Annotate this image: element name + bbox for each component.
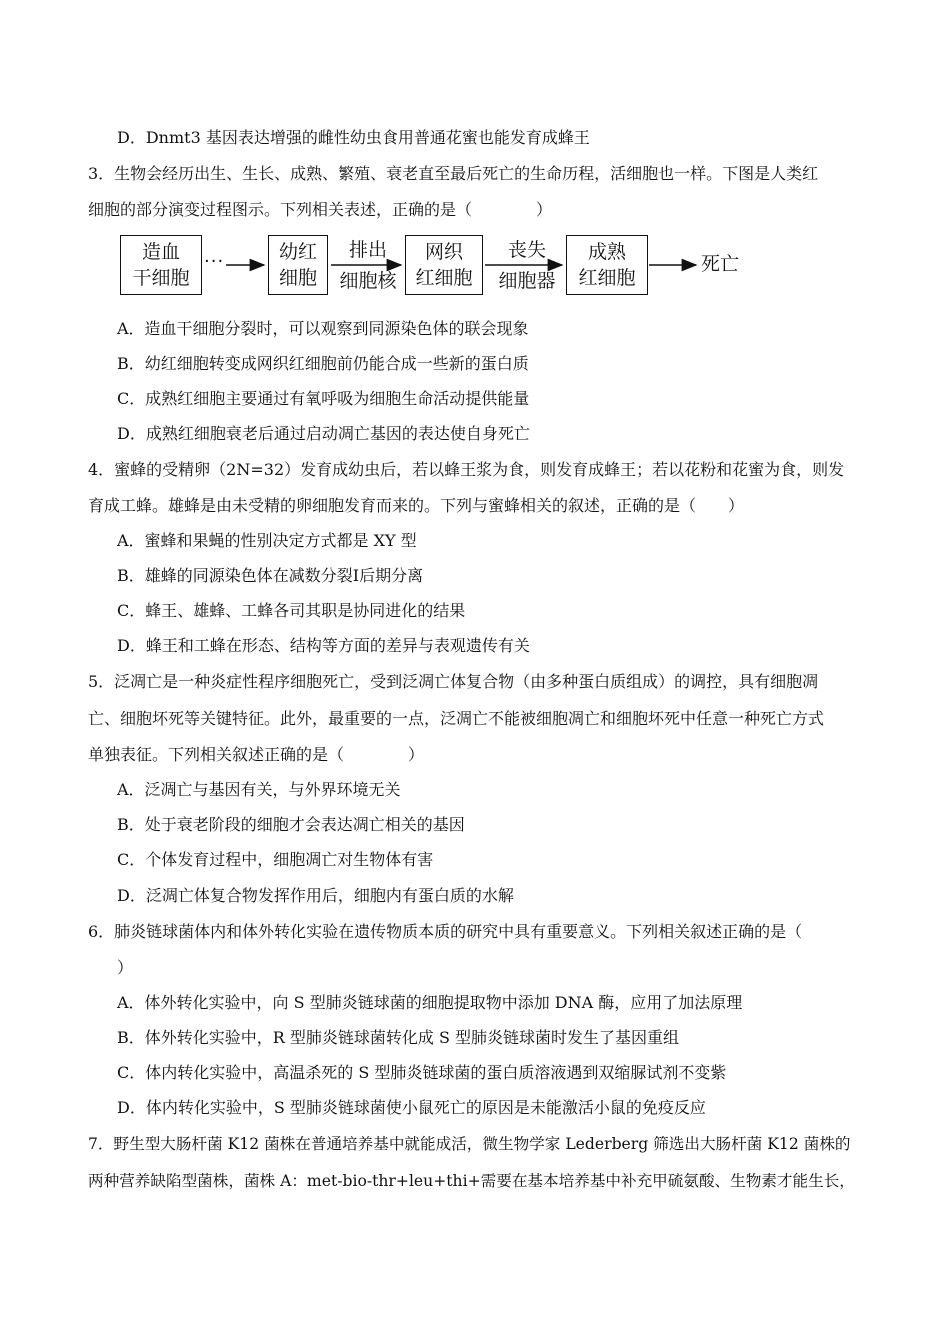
q5-stem-line-2: 亡、细胞坏死等关键特征。此外，最重要的一点，泛凋亡不能被细胞凋亡和细胞坏死中任意一种死亡方式 — [88, 709, 825, 728]
q6-option-d: D．体内转化实验中，S 型肺炎链球菌使小鼠死亡的原因是未能激活小鼠的免疫反应 — [117, 1098, 706, 1117]
q3-option-a: A．造血干细胞分裂时，可以观察到同源染色体的联会现象 — [117, 319, 529, 338]
box2-line2: 细胞 — [278, 267, 317, 289]
q5-option-c: C．个体发育过程中，细胞凋亡对生物体有害 — [117, 850, 434, 869]
erythroblast-box — [268, 235, 328, 295]
q3-option-d: D．成熟红细胞衰老后通过启动凋亡基因的表达使自身死亡 — [117, 424, 530, 443]
box3-line1: 网织 — [424, 241, 463, 263]
q4-option-a: A．蜜蜂和果蝇的性别决定方式都是 XY 型 — [117, 531, 417, 550]
q5-option-d: D．泛凋亡体复合物发挥作用后，细胞内有蛋白质的水解 — [117, 886, 514, 905]
q5-stem-line-1: 5．泛凋亡是一种炎症性程序细胞死亡，受到泛凋亡体复合物（由多种蛋白质组成）的调控，具有细胞凋 — [88, 672, 819, 691]
mature-rbc-box — [566, 235, 648, 295]
arrow2-label-top: 丧失 — [507, 239, 546, 261]
q3-option-c: C．成熟红细胞主要通过有氧呼吸为细胞生命活动提供能量 — [117, 389, 530, 408]
box2-line1: 幼红 — [278, 241, 317, 263]
q7-stem-line-2: 两种营养缺陷型菌株，菌株 A：met-bio-thr+leu+thi+需要在基本培养基中补充甲硫氨酸、生物素才能生长， — [88, 1172, 855, 1190]
box1-line1: 造血 — [141, 241, 180, 263]
box4-line1: 成熟 — [587, 241, 626, 263]
arrow2-label-bottom: 细胞器 — [498, 270, 556, 292]
box1-line2: 干细胞 — [132, 267, 190, 289]
hematopoietic-stem-cell-box — [120, 235, 202, 295]
box4-line2: 红细胞 — [578, 267, 636, 289]
q3-stem-line-1: 3．生物会经历出生、生长、成熟、繁殖、衰老直至最后死亡的生命历程，活细胞也一样。下图是人类红 — [88, 164, 819, 183]
q5-stem-line-3: 单独表征。下列相关叙述正确的是（ ） — [88, 745, 425, 764]
arrow1-label-top: 排出 — [348, 239, 387, 261]
q4-stem-line-2: 育成工蜂。雄蜂是由未受精的卵细胞发育而来的。下列与蜜蜂相关的叙述，正确的是（ ） — [88, 496, 745, 515]
q7-stem-line-1: 7．野生型大肠杆菌 K12 菌株在普通培养基中就能成活，微生物学家 Lederberg 筛选出大肠杆菌 K12 菌株的 — [88, 1135, 851, 1153]
box3-line2: 红细胞 — [415, 267, 473, 289]
q6-option-c: C．体内转化实验中，高温杀死的 S 型肺炎链球菌的蛋白质溶液遇到双缩脲试剂不变紫 — [117, 1063, 727, 1082]
q4-option-b: B．雄蜂的同源染色体在减数分裂Ⅰ后期分离 — [117, 566, 424, 585]
q3-stem-line-2: 细胞的部分演变过程图示。下列相关表述，正确的是（ ） — [88, 200, 553, 219]
q6-stem-line-1: 6．肺炎链球菌体内和体外转化实验在遗传物质本质的研究中具有重要意义。下列相关叙述正确的是（ — [88, 922, 803, 941]
q4-stem-line-1: 4．蜜蜂的受精卵（2N=32）发育成幼虫后，若以蜂王浆为食，则发育成蜂王；若以花粉和花蜜为食，则发 — [88, 460, 845, 479]
q5-option-a: A．泛凋亡与基因有关，与外界环境无关 — [117, 780, 401, 799]
q5-option-b: B．处于衰老阶段的细胞才会表达凋亡相关的基因 — [117, 815, 465, 834]
reticulocyte-box — [405, 235, 483, 295]
q6-option-b: B．体外转化实验中，R 型肺炎链球菌转化成 S 型肺炎链球菌时发生了基因重组 — [117, 1028, 680, 1047]
arrow1-label-bottom: 细胞核 — [339, 270, 397, 292]
q6-option-a: A．体外转化实验中，向 S 型肺炎链球菌的细胞提取物中添加 DNA 酶，应用了加法原理 — [117, 993, 743, 1012]
q4-option-d: D．蜂王和工蜂在形态、结构等方面的差异与表观遗传有关 — [117, 636, 530, 655]
q6-stem-line-2: ） — [117, 958, 134, 977]
q3-option-b: B．幼红细胞转变成网织红细胞前仍能合成一些新的蛋白质 — [117, 354, 529, 373]
red-blood-cell-diagram — [118, 232, 778, 302]
q4-option-c: C．蜂王、雄蜂、工蜂各司其职是协同进化的结果 — [117, 601, 466, 620]
death-label: 死亡 — [701, 253, 740, 275]
ellipsis-dots: ··· — [204, 251, 225, 272]
q2-option-d: D．Dnmt3 基因表达增强的雌性幼虫食用普通花蜜也能发育成蜂王 — [117, 128, 590, 147]
